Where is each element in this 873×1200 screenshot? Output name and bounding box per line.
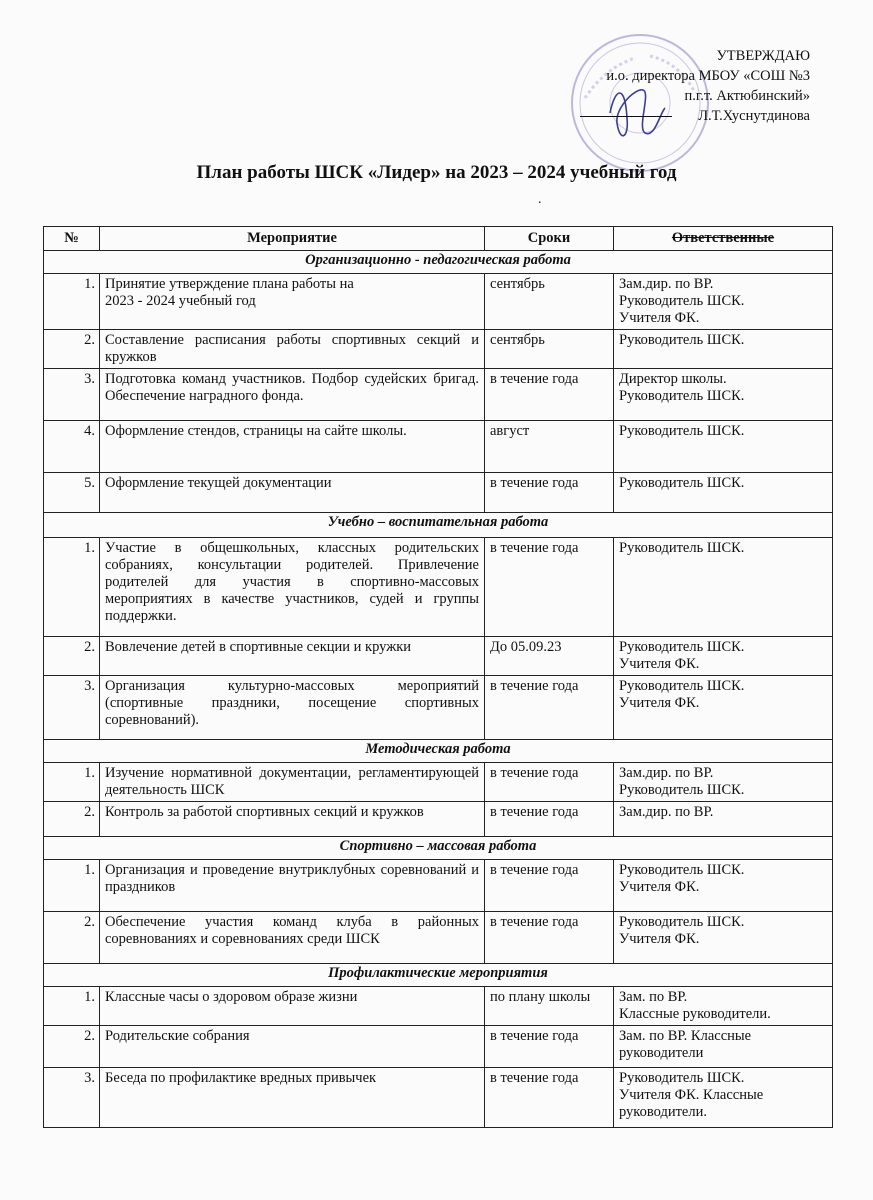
section-title: Учебно – воспитательная работа xyxy=(44,513,833,538)
row-number: 2. xyxy=(44,637,100,676)
row-term: в течение года xyxy=(485,369,614,421)
section-title: Методическая работа xyxy=(44,740,833,763)
header-term: Сроки xyxy=(485,227,614,251)
row-responsible: Руководитель ШСК. xyxy=(614,421,833,473)
row-number: 1. xyxy=(44,987,100,1026)
row-term: в течение года xyxy=(485,763,614,802)
row-event: Организация культурно-массовых мероприятий (спортивные праздники, посещение спортивных соревнований). xyxy=(100,676,485,740)
row-term: в течение года xyxy=(485,473,614,513)
header-num: № xyxy=(44,227,100,251)
row-responsible: Руководитель ШСК. Учителя ФК. xyxy=(614,637,833,676)
row-term: До 05.09.23 xyxy=(485,637,614,676)
row-event: Оформление текущей документации xyxy=(100,473,485,513)
table-row xyxy=(44,1026,833,1068)
row-term: в течение года xyxy=(485,538,614,637)
row-term: в течение года xyxy=(485,860,614,912)
row-term: сентябрь xyxy=(485,274,614,330)
row-responsible: Руководитель ШСК. xyxy=(614,330,833,369)
table-row xyxy=(44,473,833,513)
row-number: 3. xyxy=(44,1068,100,1128)
row-event: Организация и проведение внутриклубных соревнований и праздников xyxy=(100,860,485,912)
row-responsible: Руководитель ШСК. Учителя ФК. xyxy=(614,676,833,740)
row-event: Оформление стендов, страницы на сайте школы. xyxy=(100,421,485,473)
row-responsible: Зам.дир. по ВР. Руководитель ШСК. Учителя ФК. xyxy=(614,274,833,330)
stray-dot: . xyxy=(538,192,542,207)
section-header-row xyxy=(44,740,833,763)
row-responsible: Руководитель ШСК. Учителя ФК. Классные руководители. xyxy=(614,1068,833,1128)
table-row xyxy=(44,1068,833,1128)
table-row xyxy=(44,421,833,473)
approval-heading: УТВЕРЖДАЮ xyxy=(716,48,810,64)
section-header-row xyxy=(44,251,833,274)
row-event: Обеспечение участия команд клуба в районных соревнованиях и соревнованиях среди ШСК xyxy=(100,912,485,964)
section-header-row xyxy=(44,964,833,987)
approval-signer: Л.Т.Хуснутдинова xyxy=(698,108,810,124)
approval-location: п.г.т. Актюбинский» xyxy=(684,88,810,104)
section-title: Организационно - педагогическая работа xyxy=(44,251,833,274)
row-term: в течение года xyxy=(485,912,614,964)
row-event: Принятие утверждение плана работы на 2023 - 2024 учебный год xyxy=(100,274,485,330)
row-number: 1. xyxy=(44,860,100,912)
section-title: Спортивно – массовая работа xyxy=(44,837,833,860)
row-event: Контроль за работой спортивных секций и кружков xyxy=(100,802,485,837)
row-event: Составление расписания работы спортивных секций и кружков xyxy=(100,330,485,369)
row-term: в течение года xyxy=(485,676,614,740)
row-term: в течение года xyxy=(485,802,614,837)
row-term: в течение года xyxy=(485,1026,614,1068)
row-event: Вовлечение детей в спортивные секции и кружки xyxy=(100,637,485,676)
row-event: Родительские собрания xyxy=(100,1026,485,1068)
row-responsible: Зам. по ВР. Классные руководители. xyxy=(614,987,833,1026)
table-row xyxy=(44,538,833,637)
row-event: Классные часы о здоровом образе жизни xyxy=(100,987,485,1026)
row-event: Участие в общешкольных, классных родительских собраниях, консультации родителей. Привлечение родителей для участия в спортивно-массовых мероприятиях в качестве участников, судей и группы поддержки. xyxy=(100,538,485,637)
table-row xyxy=(44,802,833,837)
row-term: август xyxy=(485,421,614,473)
table-row xyxy=(44,676,833,740)
row-event: Беседа по профилактике вредных привычек xyxy=(100,1068,485,1128)
header-responsible: Ответственные xyxy=(614,227,833,251)
table-row xyxy=(44,912,833,964)
row-number: 4. xyxy=(44,421,100,473)
plan-table xyxy=(43,226,833,1128)
signature-line xyxy=(580,116,672,117)
row-responsible: Руководитель ШСК. Учителя ФК. xyxy=(614,860,833,912)
table-row xyxy=(44,987,833,1026)
row-number: 3. xyxy=(44,676,100,740)
row-number: 1. xyxy=(44,538,100,637)
row-term: по плану школы xyxy=(485,987,614,1026)
table-row xyxy=(44,860,833,912)
section-title: Профилактические мероприятия xyxy=(44,964,833,987)
row-responsible: Руководитель ШСК. xyxy=(614,473,833,513)
row-responsible: Зам. по ВР. Классные руководители xyxy=(614,1026,833,1068)
row-responsible: Директор школы. Руководитель ШСК. xyxy=(614,369,833,421)
row-responsible: Зам.дир. по ВР. Руководитель ШСК. xyxy=(614,763,833,802)
header-event: Мероприятие xyxy=(100,227,485,251)
approval-block xyxy=(560,46,810,126)
section-header-row xyxy=(44,837,833,860)
table-header-row xyxy=(44,227,833,251)
row-event: Изучение нормативной документации, регламентирующей деятельность ШСК xyxy=(100,763,485,802)
row-term: сентябрь xyxy=(485,330,614,369)
row-event: Подготовка команд участников. Подбор судейских бригад. Обеспечение наградного фонда. xyxy=(100,369,485,421)
approval-position: и.о. директора МБОУ «СОШ №3 xyxy=(606,68,810,84)
row-responsible: Зам.дир. по ВР. xyxy=(614,802,833,837)
row-number: 1. xyxy=(44,763,100,802)
row-number: 2. xyxy=(44,802,100,837)
row-responsible: Руководитель ШСК. Учителя ФК. xyxy=(614,912,833,964)
table-row xyxy=(44,763,833,802)
row-number: 5. xyxy=(44,473,100,513)
row-number: 2. xyxy=(44,330,100,369)
row-responsible: Руководитель ШСК. xyxy=(614,538,833,637)
row-number: 1. xyxy=(44,274,100,330)
page-title: План работы ШСК «Лидер» на 2023 – 2024 учебный год xyxy=(196,162,677,183)
table-row xyxy=(44,637,833,676)
row-term: в течение года xyxy=(485,1068,614,1128)
table-row xyxy=(44,274,833,330)
table-row xyxy=(44,369,833,421)
table-row xyxy=(44,330,833,369)
row-number: 2. xyxy=(44,912,100,964)
section-header-row xyxy=(44,513,833,538)
row-number: 3. xyxy=(44,369,100,421)
row-number: 2. xyxy=(44,1026,100,1068)
